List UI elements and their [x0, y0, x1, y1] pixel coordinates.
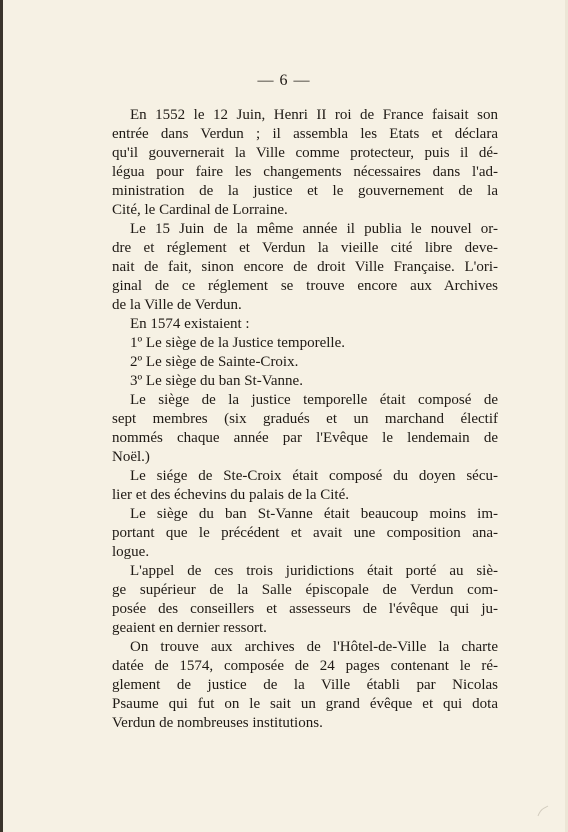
list-item: 2º Le siège de Sainte-Croix. — [130, 354, 299, 370]
text-line: nait de fait, sinon encore de droit Ville Française. L'ori- — [112, 259, 498, 275]
body-text — [112, 106, 498, 733]
text-line: Le siége de Ste-Croix était composé du doyen sécu- — [130, 468, 498, 484]
text-line: ge supérieur de la Salle épiscopale de Verdun com- — [112, 582, 498, 598]
text-line: logue. — [112, 544, 150, 560]
text-line: ministration de la justice et le gouvernement de la — [112, 183, 498, 199]
text-line: nommés chaque année par l'Evêque le lendemain de — [112, 430, 498, 446]
text-line: Le siège du ban St-Vanne était beaucoup moins im- — [130, 506, 498, 522]
text-line: geaient en dernier ressort. — [112, 620, 267, 636]
text-line: lier et des échevins du palais de la Cité. — [112, 487, 350, 503]
text-line: posée des conseillers et assesseurs de l'évêque qui ju- — [112, 601, 498, 617]
text-line: dre et réglement et Verdun la vieille cité libre deve- — [112, 240, 498, 256]
text-line: Verdun de nombreuses institutions. — [112, 715, 323, 731]
text-line: légua pour faire les changements nécessaires dans l'ad- — [112, 164, 498, 180]
text-line: datée de 1574, composée de 24 pages contenant le ré- — [112, 658, 498, 674]
text-line: Cité, le Cardinal de Lorraine. — [112, 202, 288, 218]
list-item: 3º Le siège du ban St-Vanne. — [130, 373, 303, 389]
text-line: portant que le précédent et avait une composition ana- — [112, 525, 498, 541]
text-line: L'appel de ces trois juridictions était porté au siè- — [130, 563, 498, 579]
text-line: entrée dans Verdun ; il assembla les Etats et déclara — [112, 126, 498, 142]
text-line: glement de justice de la Ville établi par Nicolas — [112, 677, 498, 693]
text-line: Noël.) — [112, 449, 150, 465]
text-line: ginal de ce réglement se trouve encore aux Archives — [112, 278, 498, 294]
text-line: Le 15 Juin de la même année il publia le nouvel or- — [130, 221, 498, 237]
text-line: sept membres (six gradués et un marchand électif — [112, 411, 498, 427]
text-line: Psaume qui fut on le sait un grand évêque et qui dota — [112, 696, 498, 712]
corner-mark-icon — [536, 804, 550, 818]
page-number: — 6 — — [257, 72, 311, 89]
text-line: Le siège de la justice temporelle était composé de — [130, 392, 498, 408]
text-line: qu'il gouvernerait la Ville comme protecteur, puis il dé- — [112, 145, 498, 161]
text-line: On trouve aux archives de l'Hôtel-de-Ville la charte — [130, 639, 498, 655]
list-item: 1º Le siège de la Justice temporelle. — [130, 335, 345, 351]
page-edge-left — [0, 0, 3, 832]
text-line: de la Ville de Verdun. — [112, 297, 242, 313]
text-line: En 1552 le 12 Juin, Henri II roi de France faisait son — [130, 107, 498, 123]
text-line: En 1574 existaient : — [130, 316, 250, 332]
